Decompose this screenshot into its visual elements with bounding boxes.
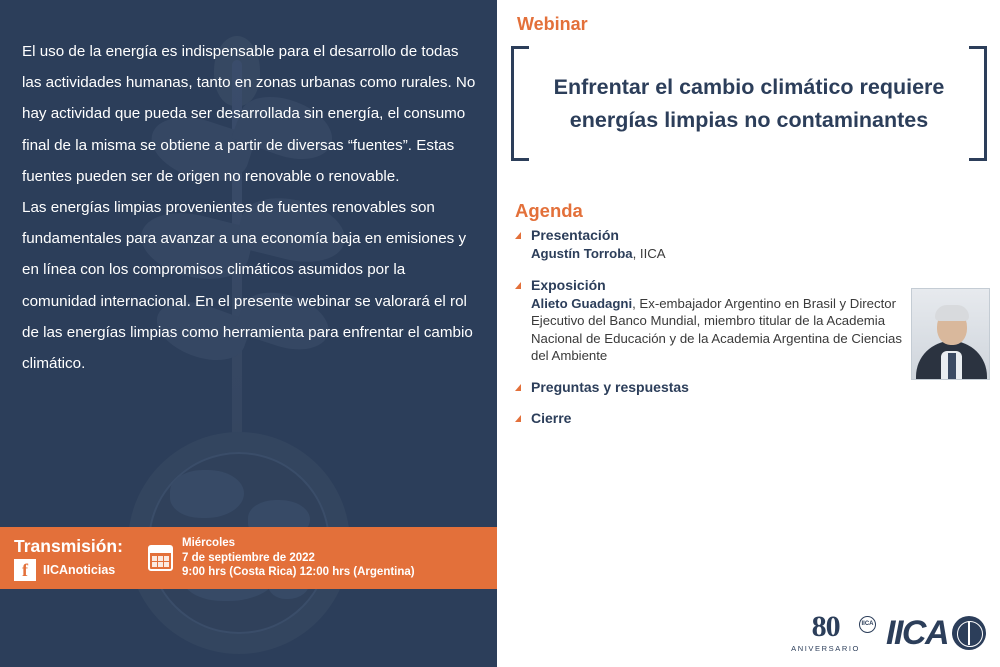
transmission-left: [0, 536, 148, 581]
bracket-left-decoration: [511, 46, 529, 161]
triangle-bullet-icon: [515, 282, 521, 289]
triangle-bullet-icon: [515, 384, 521, 391]
agenda-item-presentacion: [515, 226, 915, 263]
agenda-speaker-affiliation: , IICA: [632, 246, 666, 261]
agenda-speaker-affiliation: , Ex-embajador Argentino en Brasil y Director Ejecutivo del Banco Mundial, miembro titular de la Academia Nacional de Educación y de la Academia Argentina de Ciencias del Ambiente: [531, 295, 902, 364]
facebook-channel-label[interactable]: IICAnoticias: [43, 562, 116, 577]
transmission-bar: [0, 527, 497, 589]
date-line-date: 7 de septiembre de 2022: [182, 551, 315, 564]
agenda-item-title: Presentación: [531, 227, 619, 243]
agenda-item-detail: [531, 295, 915, 365]
anniversary-logo: [791, 610, 874, 653]
facebook-icon[interactable]: f: [14, 559, 36, 581]
description-paragraph-2: Las energías limpias provenientes de fuentes renovables son fundamentales para avanzar a una economía baja en emisiones y en línea con los compromisos climáticos asumidos por la comunidad internacional. En el presente webinar se valorará el rol de las energías limpias como herramienta para enfrentar el cambio climático.: [22, 199, 473, 373]
portrait-tie-shape: [948, 353, 956, 379]
agenda-item-title: Cierre: [531, 409, 572, 426]
date-line-weekday: Miércoles: [182, 537, 236, 550]
anniversary-badge-icon: IICA: [859, 616, 876, 633]
left-panel: [0, 0, 497, 667]
page-title: Enfrentar el cambio climático requiere energías limpias no contaminantes: [553, 74, 945, 132]
agenda-heading: Agenda: [515, 200, 583, 221]
agenda-item-title: Preguntas y respuestas: [531, 378, 689, 395]
triangle-bullet-icon: [515, 232, 521, 239]
agenda-item-title: Exposición: [531, 276, 606, 293]
portrait-hair-shape: [935, 305, 969, 321]
calendar-icon: [148, 545, 173, 571]
agenda-speaker-name: Alieto Guadagni: [531, 295, 633, 311]
agenda-list: [515, 226, 915, 440]
bracket-right-decoration: [969, 46, 987, 161]
agenda-item-preguntas: [515, 378, 915, 396]
transmission-title: Transmisión:: [14, 535, 123, 556]
iica-logo: [886, 613, 986, 652]
agenda-item-detail: [531, 245, 915, 263]
anniversary-number: 80: [811, 610, 840, 643]
agenda-item-cierre: [515, 409, 915, 427]
webinar-eyebrow: Webinar: [517, 14, 588, 34]
agenda-item-exposicion: [515, 276, 915, 365]
description-text: [22, 36, 482, 379]
date-lines: [182, 536, 415, 580]
footer-logos: [791, 612, 986, 653]
triangle-bullet-icon: [515, 415, 521, 422]
agenda-speaker-name: Agustín Torroba: [531, 246, 633, 261]
globe-icon: [952, 616, 986, 650]
description-paragraph-1: El uso de la energía es indispensable para el desarrollo de todas las actividades humanas, tanto en zonas urbanas como rurales. No hay actividad que pueda ser desarrollada sin energía, el consumo final de la misma se obtiene a partir de diversas “fuentes”. Estas fuentes pueden ser de origen no renovable o renovable.: [22, 43, 476, 185]
facebook-channel[interactable]: [14, 559, 148, 581]
date-line-time: 9:00 hrs (Costa Rica) 12:00 hrs (Argentina): [182, 566, 415, 579]
anniversary-word: ANIVERSARIO: [791, 644, 860, 653]
speaker-portrait: [911, 288, 990, 380]
title-box: [511, 46, 987, 161]
transmission-date: [148, 536, 415, 580]
iica-wordmark: IICA: [886, 613, 948, 652]
